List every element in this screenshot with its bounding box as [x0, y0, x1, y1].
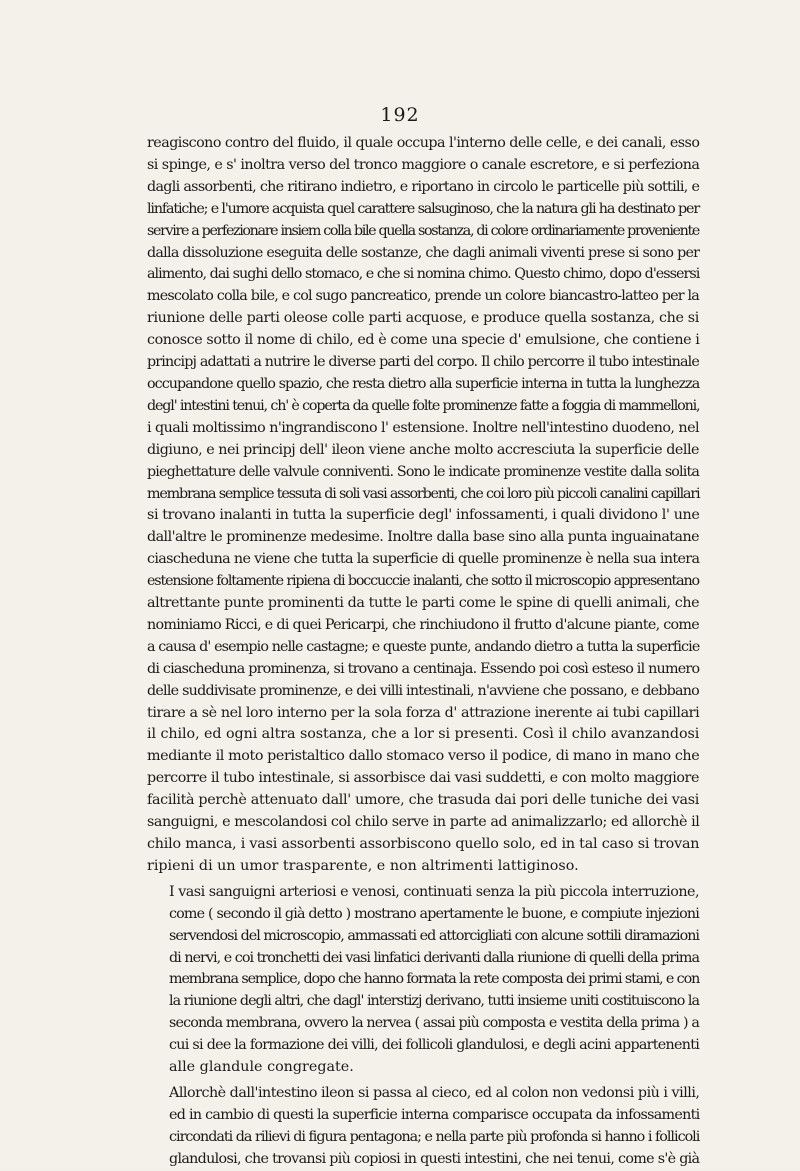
- text-line: ciascheduna ne viene che tutta la superficie di quelle prominenze è nella sua intera: [147, 551, 700, 568]
- text-line: glandulosi, che trovansi più copiosi in questi intestini, che nei tenui, come s'è già: [169, 1150, 700, 1167]
- paragraph: [147, 133, 699, 878]
- text-line: facilità perchè attenuato dall' umore, che trasuda dai pori delle tuniche dei vasi: [147, 792, 699, 809]
- text-line: principj adattati a nutrire le diverse parti del corpo. Il chilo percorre il tubo intestinale: [147, 354, 699, 371]
- text-line: a causa d' esempio nelle castagne; e queste punte, andando dietro a tutta la superficie: [147, 638, 700, 655]
- text-line: servendosi del microscopio, ammassati ed attorcigliati con alcune sottili diramazioni: [169, 927, 699, 944]
- text-line: sanguigni, e mescolandosi col chilo serve in parte ad animalizzarlo; ed allorchè il: [147, 814, 700, 831]
- text-line: digiuno, e nei principj dell' ileon viene anche molto accresciuta la superficie delle: [147, 441, 700, 458]
- text-line: dall'altre le prominenze medesime. Inoltre dalla base sino alla punta inguainatane: [147, 529, 699, 546]
- page-number: 192: [380, 104, 420, 126]
- paragraph: [147, 1083, 699, 1171]
- text-line: ed in cambio di questi la superficie interna comparisce occupata da infossamenti: [169, 1106, 700, 1123]
- text-line: di nervi, e coi tronchetti dei vasi linfatici derivanti dalla riunione di quelli della prima: [169, 949, 699, 966]
- text-line: di ciascheduna prominenza, si trovano a centinaja. Essendo poi così esteso il numero: [147, 660, 700, 677]
- text-line: estensione foltamente ripiena di boccuccie inalanti, che sotto il microscopio appresentano: [147, 573, 699, 590]
- text-line: tirare a sè nel loro interno per la sola forza d' attrazione inerente ai tubi capillari: [147, 704, 700, 721]
- text-line: occupandone quello spazio, che resta dietro alla superficie interna in tutta la lunghezza: [147, 375, 700, 392]
- text-line: mescolato colla bile, e col sugo pancreatico, prende un colore biancastro-latteo per la: [147, 288, 699, 305]
- text-line: dagli assorbenti, che ritirano indietro, e riportano in circolo le particelle più sottili, e: [147, 178, 700, 195]
- text-line: riunione delle parti oleose colle parti acquose, e produce quella sostanza, che si: [147, 310, 699, 327]
- text-line: altrettante punte prominenti da tutte le parti come le spine di quelli animali, che: [147, 595, 700, 612]
- text-line: I vasi sanguigni arteriosi e venosi, continuati senza la più piccola interruzione,: [169, 883, 699, 900]
- text-line: la riunione degli altri, che dagl' interstizj derivano, tutti insieme uniti costituiscono la: [169, 993, 699, 1010]
- text-line: alle glandule congregate.: [169, 1059, 354, 1076]
- text-line: membrana semplice, dopo che hanno formata la rete composta dei primi stami, e con: [169, 971, 700, 988]
- text-line: ripieni di un umor trasparente, e non altrimenti lattiginoso.: [147, 857, 579, 874]
- text-line: reagiscono contro del fluido, il quale occupa l'interno delle celle, e dei canali, esso: [147, 135, 700, 151]
- text-line: si trovano inalanti in tutta la superficie degl' infossamenti, i quali dividono l' une: [147, 507, 700, 524]
- text-line: cui si dee la formazione dei villi, dei follicoli glandulosi, e degli acini appartenenti: [169, 1037, 700, 1054]
- text-line: dalla dissoluzione eseguita delle sostanze, che dagli animali viventi prese si sono per: [147, 244, 700, 261]
- text-line: seconda membrana, ovvero la nervea ( assai più composta e vestita della prima ) a: [169, 1015, 699, 1032]
- text-line: delle suddivisate prominenze, e dei villi intestinali, n'avviene che possano, e debbano: [147, 682, 699, 699]
- text-line: il chilo, ed ogni altra sostanza, che a lor si presenti. Così il chilo avanzandosi: [147, 726, 700, 743]
- text-line: circondati da rilievi di figura pentagona; e nella parte più profonda si hanno i follicoli: [169, 1128, 700, 1145]
- paragraph: [147, 882, 699, 1079]
- text-line: conosce sotto il nome di chilo, ed è come una specie d' emulsione, che contiene i: [147, 332, 700, 349]
- text-line: chilo manca, i vasi assorbenti assorbiscono quello solo, ed in tal caso si trovan: [147, 836, 700, 852]
- text-line: membrana semplice tessuta di soli vasi assorbenti, che coi loro più piccoli canalini capillari: [147, 485, 700, 502]
- text-line: come ( secondo il già detto ) mostrano apertamente le buone, e compiute injezioni: [169, 905, 699, 922]
- body-text: [147, 133, 699, 1171]
- text-line: nominiamo Ricci, e di quei Pericarpi, che rinchiudono il frutto d'alcune piante, come: [147, 616, 699, 633]
- text-line: mediante il moto peristaltico dallo stomaco verso il podice, di mano in mano che: [147, 748, 700, 765]
- text-line: si spinge, e s' inoltra verso del tronco maggiore o canale escretore, e si perfeziona: [147, 156, 700, 173]
- text-line: degl' intestini tenui, ch' è coperta da quelle folte prominenze fatte a foggia di mammelloni,: [147, 397, 700, 414]
- text-line: alimento, dai sughi dello stomaco, e che si nomina chimo. Questo chimo, dopo d'essersi: [147, 266, 700, 283]
- text-line: linfatiche; e l'umore acquista quel carattere salsuginoso, che la natura gli ha destinato per: [147, 200, 699, 217]
- text-line: percorre il tubo intestinale, si assorbisce dai vasi suddetti, e con molto maggiore: [147, 770, 699, 787]
- text-line: i quali moltissimo n'ingrandiscono l' estensione. Inoltre nell'intestino duodeno, nel: [147, 419, 699, 436]
- text-line: Allorchè dall'intestino ileon si passa al cieco, ed al colon non vedonsi più i villi,: [169, 1084, 700, 1101]
- text-line: pieghettature delle valvule conniventi. Sono le indicate prominenze vestite dalla solita: [147, 463, 699, 480]
- text-line: servire a perfezionare insiem colla bile quella sostanza, di colore ordinariamente proveniente: [147, 222, 699, 239]
